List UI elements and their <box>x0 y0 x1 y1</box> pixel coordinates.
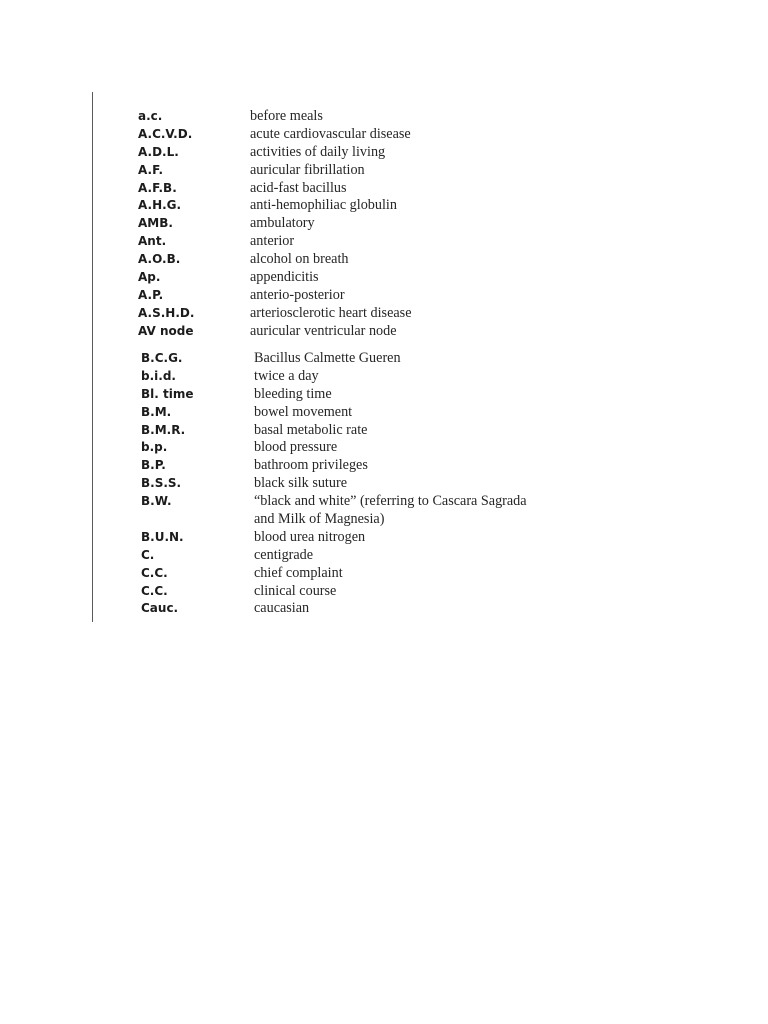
abbreviation: Cauc. <box>141 601 179 616</box>
glossary-entry <box>0 565 768 583</box>
abbreviation: B.C.G. <box>141 351 183 365</box>
glossary-entry <box>0 475 768 493</box>
glossary-entry <box>0 386 768 404</box>
abbreviation: B.W. <box>141 494 172 509</box>
abbreviation: B.M.R. <box>141 422 186 437</box>
definition: activities of daily living <box>250 143 386 160</box>
definition: arteriosclerotic heart disease <box>250 304 412 321</box>
definition: auricular ventricular node <box>250 322 397 339</box>
abbreviation: A.C.V.D. <box>138 126 193 141</box>
abbreviation: a.c. <box>138 109 163 123</box>
definition: bathroom privileges <box>254 457 368 474</box>
glossary-entry <box>0 287 768 305</box>
glossary-entry <box>0 529 768 547</box>
abbreviation: C.C. <box>141 583 168 598</box>
definition: twice a day <box>254 367 319 384</box>
definition: anterior <box>250 233 295 250</box>
glossary-entry-continuation <box>0 511 768 529</box>
definition: blood urea nitrogen <box>254 528 366 545</box>
abbreviation: b.i.d. <box>141 368 176 383</box>
abbreviation: A.P. <box>138 287 164 302</box>
glossary-entry <box>0 180 768 198</box>
glossary-entry <box>0 108 768 126</box>
glossary-entry <box>0 162 768 180</box>
abbreviation: A.D.L. <box>138 144 179 159</box>
definition: bowel movement <box>254 403 353 420</box>
definition: black silk suture <box>254 475 347 492</box>
abbreviation: A.F.B. <box>138 180 177 195</box>
definition: acid-fast bacillus <box>250 179 347 196</box>
glossary-entry <box>0 233 768 251</box>
definition: auricular fibrillation <box>250 161 365 178</box>
abbreviation: C.C. <box>141 565 168 580</box>
glossary-entry <box>0 215 768 233</box>
definition: basal metabolic rate <box>254 421 368 438</box>
abbreviation: B.M. <box>141 404 172 419</box>
glossary-entry <box>0 305 768 323</box>
definition: alcohol on breath <box>250 251 349 268</box>
definition-continuation: and Milk of Magnesia) <box>254 511 385 528</box>
definition: Bacillus Calmette Gueren <box>254 350 401 366</box>
glossary-entry <box>0 583 768 601</box>
abbreviation: Bl. time <box>141 386 194 401</box>
glossary-entry <box>0 404 768 422</box>
abbreviation: A.F. <box>138 162 164 177</box>
definition: “black and white” (referring to Cascara Sagrada <box>254 493 527 510</box>
definition: ambulatory <box>250 215 315 232</box>
definition: centigrade <box>254 546 314 563</box>
glossary-entry <box>0 269 768 287</box>
abbreviation: AMB. <box>138 216 173 231</box>
abbreviation: b.p. <box>141 440 168 455</box>
definition: caucasian <box>254 600 310 617</box>
definition: acute cardiovascular disease <box>250 125 411 142</box>
definition: before meals <box>250 108 323 124</box>
abbreviation: B.U.N. <box>141 529 184 544</box>
glossary-entry <box>0 547 768 565</box>
definition: clinical course <box>254 582 337 599</box>
glossary-entry <box>0 457 768 475</box>
abbreviation: A.H.G. <box>138 198 182 213</box>
abbreviation: Ap. <box>138 270 161 285</box>
glossary-entry <box>0 251 768 269</box>
abbreviation: A.S.H.D. <box>138 305 195 320</box>
definition: appendicitis <box>250 269 319 286</box>
glossary-entry <box>0 144 768 162</box>
glossary-group-b <box>0 350 768 618</box>
abbreviation: A.O.B. <box>138 252 181 267</box>
glossary-entry <box>0 197 768 215</box>
abbreviation: B.S.S. <box>141 476 182 491</box>
glossary-entry <box>0 600 768 618</box>
glossary-entry <box>0 493 768 511</box>
glossary-entry <box>0 368 768 386</box>
abbreviation: AV node <box>138 323 194 338</box>
glossary-entry <box>0 350 768 368</box>
glossary-entry <box>0 422 768 440</box>
abbreviation: C. <box>141 547 155 562</box>
definition: chief complaint <box>254 564 343 581</box>
definition: blood pressure <box>254 439 338 456</box>
glossary-entry <box>0 126 768 144</box>
glossary-entry <box>0 323 768 341</box>
glossary-group-a <box>0 108 768 341</box>
abbreviation: Ant. <box>138 234 167 249</box>
glossary-entry <box>0 439 768 457</box>
definition: anti-hemophiliac globulin <box>250 197 397 214</box>
abbreviation: B.P. <box>141 458 166 473</box>
definition: bleeding time <box>254 385 332 402</box>
definition: anterio-posterior <box>250 286 345 303</box>
